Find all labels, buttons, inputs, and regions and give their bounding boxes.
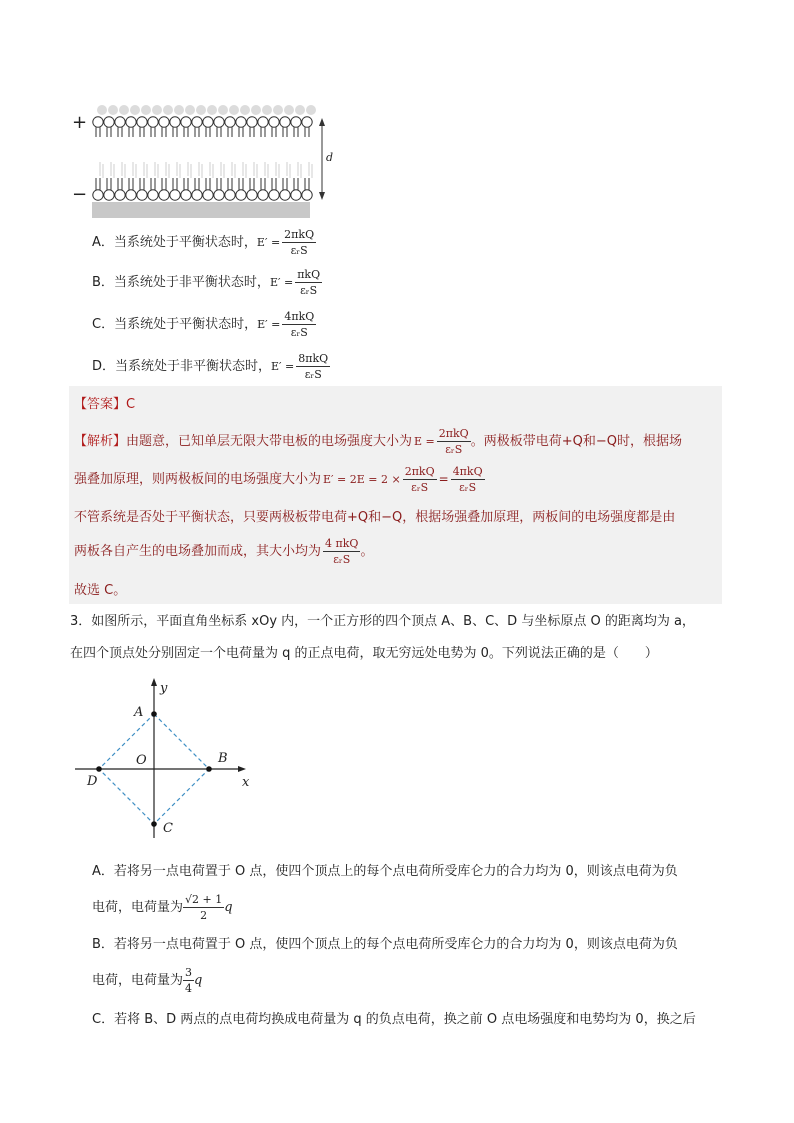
formula-fraction: $\frac{\text{8πkQ}}{\text{εᵣS}}$ bbox=[298, 351, 329, 381]
analysis-line-2: 强叠加原理，则两极板间的电场强度大小为 E′ = 2E = 2 × $\frac{\text{2πkQ}}{\text{εᵣS}}$ = $\frac{\text{4πkQ}}{\text{εᵣS}}$ bbox=[74, 464, 483, 494]
analysis-line-4: 两板各自产生的电场叠加而成，其大小均为 $\frac{\text{4 πkQ}}{\text{εᵣS}}$ 。 bbox=[74, 536, 374, 566]
option-letter: B． bbox=[92, 274, 114, 290]
formula-lhs: E′ = bbox=[257, 317, 281, 331]
formula-fraction: $\frac{\text{2πkQ}}{\text{εᵣS}}$ bbox=[404, 464, 435, 494]
option-text: 当系统处于平衡状态时， bbox=[114, 316, 258, 332]
square-charges-diagram bbox=[70, 676, 260, 841]
formula-fraction: $\frac{\text{4πkQ}}{\text{εᵣS}}$ bbox=[284, 309, 315, 339]
analysis-tag: 【解析】 bbox=[74, 433, 127, 449]
q3-stem-line-1: 3．如图所示，平面直角坐标系 xOy 内，一个正方形的四个顶点 A、B、C、D 与坐标原点 O 的距离均为 a， bbox=[70, 614, 695, 629]
vertex-label-a: A bbox=[134, 705, 144, 720]
charge-a bbox=[151, 711, 157, 717]
analysis-line-3: 不管系统是否处于平衡状态，只要两极板带电荷+Q和−Q，根据场强叠加原理，两板间的电场强度都是由 bbox=[74, 510, 676, 525]
q3-option-a-line-2[interactable]: 电荷，电荷量为 $\frac{√2 + 1}{2}$ q bbox=[92, 892, 233, 922]
option-letter: A． bbox=[92, 234, 114, 250]
q3-option-c-line-1[interactable]: C．若将 B、D 两点的点电荷均换成电荷量为 q 的负点电荷，换之前 O 点电场强度和电势均为 0，换之后 bbox=[92, 1012, 696, 1027]
capacitor-figure bbox=[70, 98, 340, 223]
vertex-label-d: D bbox=[87, 774, 98, 789]
q3-option-a-line-1[interactable]: A．若将另一点电荷置于 O 点，使四个顶点上的每个点电荷所受库仑力的合力均为 0，则该点电荷为负 bbox=[92, 864, 678, 879]
coordinate-figure bbox=[70, 676, 260, 841]
answer-line bbox=[74, 398, 135, 411]
q3-stem-line-2: 在四个顶点处分别固定一个电荷量为 q 的正点电荷，取无穷远处电势为 0。下列说法正确的是（ ） bbox=[70, 646, 658, 661]
vertex-label-c: C bbox=[163, 821, 173, 836]
conclusion: 故选 C。 bbox=[74, 583, 127, 598]
formula-fraction: $\frac{\text{4 πkQ}}{\text{εᵣS}}$ bbox=[325, 536, 359, 566]
y-axis-label: y bbox=[160, 681, 168, 696]
minus-sign: − bbox=[72, 184, 88, 205]
option-letter: C． bbox=[92, 316, 115, 332]
answer-tag: 【答案】 bbox=[74, 397, 127, 412]
option-text: 当系统处于非平衡状态时， bbox=[113, 274, 270, 290]
formula-fraction: $\frac{\text{2πkQ}}{\text{εᵣS}}$ bbox=[438, 426, 469, 456]
gap-label-d: d bbox=[326, 151, 334, 164]
q3-option-b-line-2[interactable]: 电荷，电荷量为 $\frac{3}{4}$ q bbox=[92, 965, 203, 995]
x-axis-label: x bbox=[242, 775, 250, 790]
option-text: 当系统处于平衡状态时， bbox=[113, 234, 257, 250]
q3-option-b-line-1[interactable]: B．若将另一点电荷置于 O 点，使四个顶点上的每个点电荷所受库仑力的合力均为 0，则该点电荷为负 bbox=[92, 937, 678, 952]
option-text: 当系统处于非平衡状态时， bbox=[115, 358, 272, 374]
formula-fraction: $\frac{3}{4}$ bbox=[185, 965, 193, 995]
formula-fraction: $\frac{\text{πkQ}}{\text{εᵣS}}$ bbox=[297, 267, 321, 297]
formula-lhs: E′ = bbox=[271, 359, 295, 373]
charge-d bbox=[96, 766, 102, 772]
capacitor-diagram bbox=[70, 98, 340, 223]
formula-lhs: E′ = bbox=[269, 275, 294, 289]
charge-b bbox=[206, 766, 212, 772]
substrate-plate bbox=[92, 202, 310, 218]
vertex-label-b: B bbox=[218, 751, 228, 766]
formula-fraction: $\frac{√2 + 1}{2}$ bbox=[185, 892, 223, 922]
formula-fraction: $\frac{\text{2πkQ}}{\text{εᵣS}}$ bbox=[284, 227, 315, 257]
q2-option-a[interactable] bbox=[92, 226, 316, 258]
option-letter: D． bbox=[92, 358, 116, 374]
analysis-line-1: 【解析】 由题意，已知单层无限大带电板的电场强度大小为 E = $\frac{\text{2πkQ}}{\text{εᵣS}}$ 。两极板带电荷+Q和−Q时，根据场 bbox=[74, 426, 682, 456]
q2-option-b[interactable] bbox=[92, 266, 322, 298]
plus-sign: + bbox=[72, 112, 88, 133]
formula-lhs: E′ = bbox=[256, 235, 281, 249]
q2-option-c[interactable] bbox=[92, 308, 316, 340]
origin-label: O bbox=[136, 753, 147, 768]
formula-fraction: $\frac{\text{4πkQ}}{\text{εᵣS}}$ bbox=[452, 464, 483, 494]
answer-value: C bbox=[126, 397, 136, 412]
q2-option-d[interactable] bbox=[92, 350, 330, 382]
charge-c bbox=[151, 821, 157, 827]
